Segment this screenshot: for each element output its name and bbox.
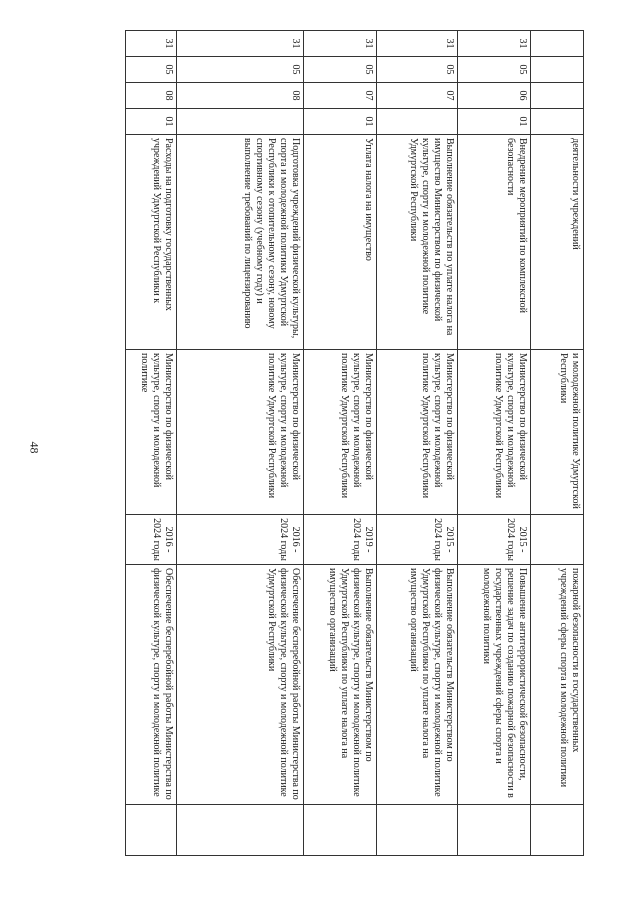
code-m bbox=[531, 109, 584, 135]
term: 2015 - 2024 годы bbox=[458, 515, 531, 565]
code-m: 01 bbox=[126, 109, 177, 135]
table-row bbox=[126, 31, 177, 856]
term bbox=[531, 515, 584, 565]
table-row bbox=[531, 31, 584, 856]
measure-name: деятельности учреждений bbox=[531, 135, 584, 350]
code-pp: 05 bbox=[177, 57, 304, 83]
expected-result: Выполнение обязательств Министерством по физической культуре, спорту и молодежной политике Удмуртской Республики по уплате налога на имущество организаций bbox=[377, 565, 458, 805]
code-om: 06 bbox=[458, 83, 531, 109]
executor: Министерство по физической культуре, спорту и молодежной политике Удмуртской Республики bbox=[377, 350, 458, 515]
code-pp: 05 bbox=[126, 57, 177, 83]
code-m bbox=[177, 109, 304, 135]
table-row bbox=[377, 31, 458, 856]
table-row bbox=[177, 31, 304, 856]
executor: Министерство по физической культуре, спорту и молодежной политике Удмуртской Республики bbox=[458, 350, 531, 515]
code-gp: 31 bbox=[304, 31, 377, 57]
code-om: 07 bbox=[304, 83, 377, 109]
executor: Министерство по физической культуре, спорту и молодежной политике Удмуртской Республики bbox=[177, 350, 304, 515]
expected-result: Обеспечение бесперебойной работы Министерства по физической культуре, спорту и молодежной политике bbox=[126, 565, 177, 805]
extra-cell bbox=[177, 805, 304, 856]
code-pp: 05 bbox=[458, 57, 531, 83]
executor: и молодежной политике Удмуртской Республики bbox=[531, 350, 584, 515]
table-row bbox=[458, 31, 531, 856]
executor: Министерство по физической культуре, спорту и молодежной политике bbox=[126, 350, 177, 515]
term: 2016 - 2024 годы bbox=[177, 515, 304, 565]
extra-cell bbox=[458, 805, 531, 856]
expected-result: Повышение антитеррористической безопасности, решение задач по созданию пожарной безопасности в государственных учреждений сферы спорта и молодежной политики bbox=[458, 565, 531, 805]
measure-name: Подготовка учреждений физической культуры, спорта и молодежной политики Удмуртской Республики к отопительному сезону, новому спортивному сезону (учебному году) и выполнение требований по лицензированию bbox=[177, 135, 304, 350]
table-row bbox=[304, 31, 377, 856]
expected-result: Выполнение обязательств Министерством по физической культуре, спорту и молодежной политике Удмуртской Республики по уплате налога на имущество организаций bbox=[304, 565, 377, 805]
measure-name: Расходы на подготовку государственных учреждений Удмуртской Республики к bbox=[126, 135, 177, 350]
extra-cell bbox=[304, 805, 377, 856]
code-gp: 31 bbox=[126, 31, 177, 57]
code-m: 01 bbox=[304, 109, 377, 135]
code-m bbox=[377, 109, 458, 135]
measure-name: Внедрение мероприятий по комплексной безопасности bbox=[458, 135, 531, 350]
extra-cell bbox=[377, 805, 458, 856]
code-om: 07 bbox=[377, 83, 458, 109]
code-om bbox=[531, 83, 584, 109]
extra-cell bbox=[531, 805, 584, 856]
page-number: 48 bbox=[27, 441, 42, 454]
code-gp: 31 bbox=[177, 31, 304, 57]
code-pp: 05 bbox=[377, 57, 458, 83]
code-m: 01 bbox=[458, 109, 531, 135]
expected-result: Обеспечение бесперебойной работы Министерства по физической культуре, спорту и молодежной политике Удмуртской Республики bbox=[177, 565, 304, 805]
code-pp bbox=[531, 57, 584, 83]
rotated-page-content bbox=[44, 30, 584, 855]
expected-result: пожарной безопасности в государственных учреждений сферы спорта и молодежной политики bbox=[531, 565, 584, 805]
measure-name: Выполнение обязательств по уплате налога на имущество Министерством по физической культуре, спорту и молодежной политике Удмуртской Республики bbox=[377, 135, 458, 350]
term: 2019 - 2024 годы bbox=[304, 515, 377, 565]
code-om: 08 bbox=[126, 83, 177, 109]
code-gp: 31 bbox=[377, 31, 458, 57]
term: 2015 - 2024 годы bbox=[377, 515, 458, 565]
code-gp: 31 bbox=[458, 31, 531, 57]
code-pp: 05 bbox=[304, 57, 377, 83]
program-table bbox=[125, 30, 584, 856]
term: 2016 - 2024 годы bbox=[126, 515, 177, 565]
measure-name: Уплата налога на имущество bbox=[304, 135, 377, 350]
executor: Министерство по физической культуре, спорту и молодежной политике Удмуртской Республики bbox=[304, 350, 377, 515]
code-om: 08 bbox=[177, 83, 304, 109]
code-gp bbox=[531, 31, 584, 57]
extra-cell bbox=[126, 805, 177, 856]
